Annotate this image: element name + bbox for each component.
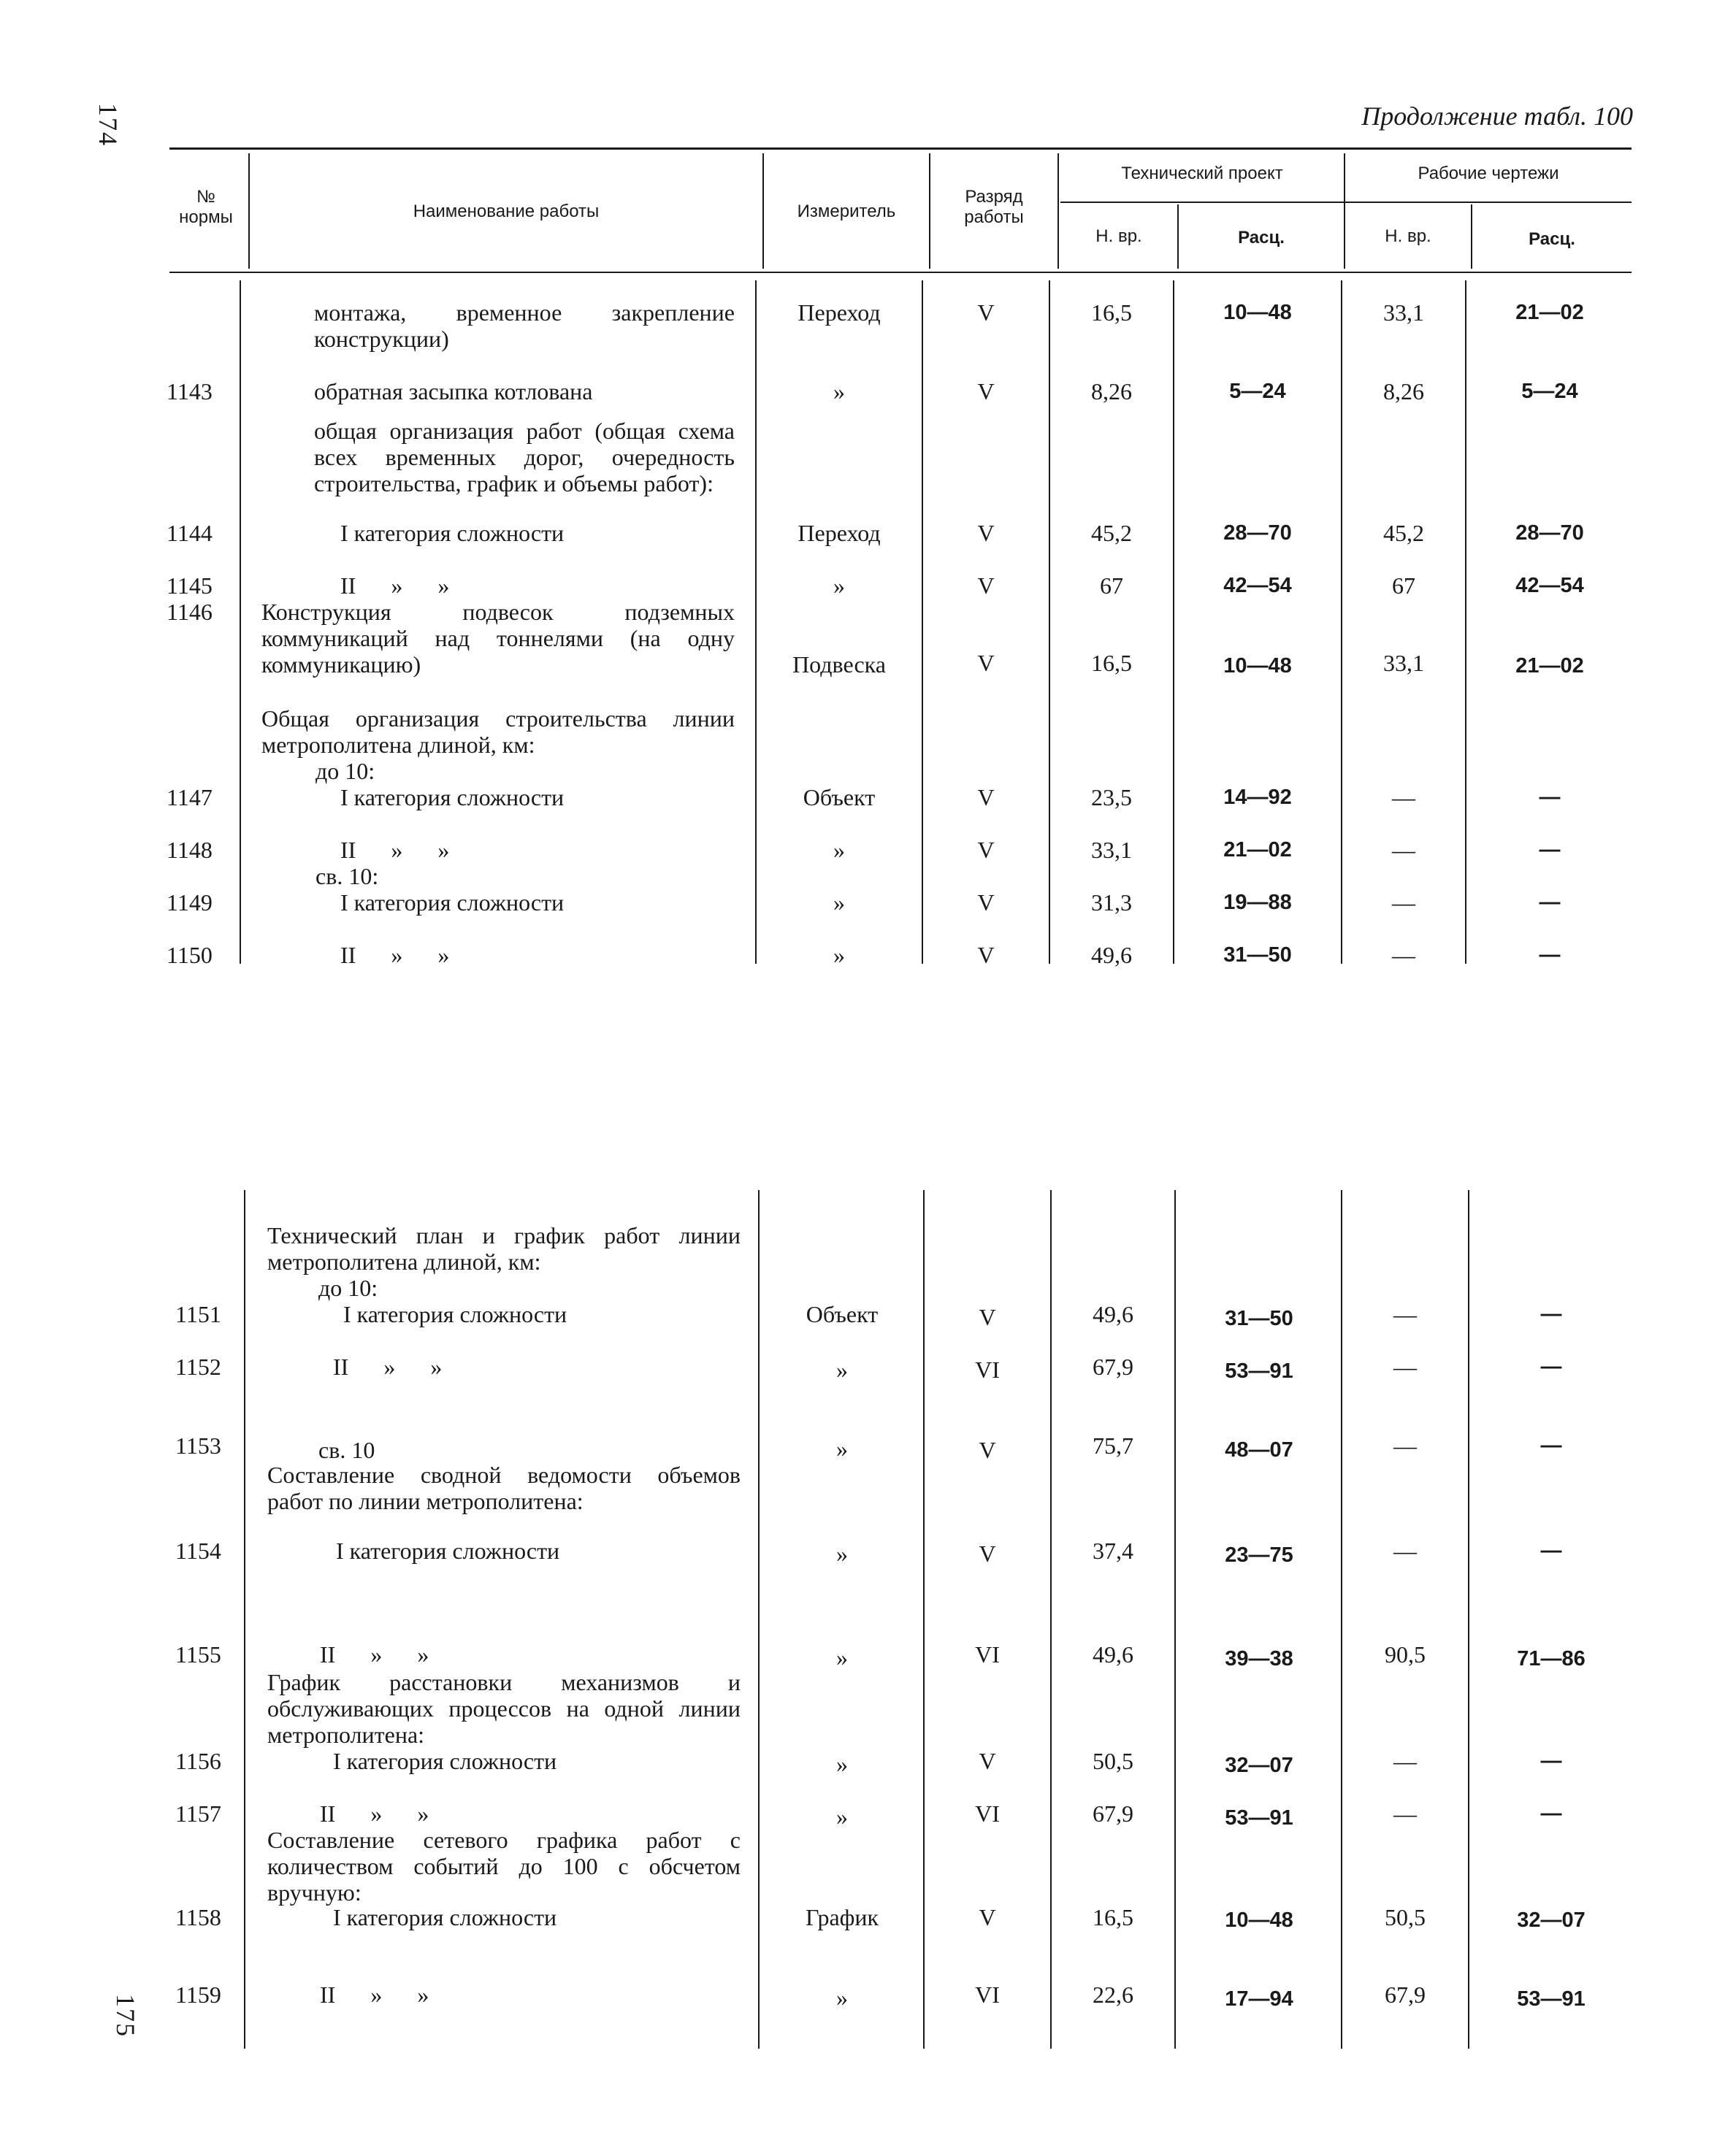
work-name-subgroup: до 10: <box>318 1275 378 1301</box>
column-divider <box>1341 1190 1342 2049</box>
work-rate: 42—54 <box>1515 574 1584 597</box>
measure: » <box>833 942 845 968</box>
norm-number: 1149 <box>167 889 213 916</box>
grade: V <box>977 837 995 863</box>
norm-number: 1151 <box>175 1301 221 1327</box>
work-norm-time: 8,26 <box>1383 378 1424 404</box>
column-divider <box>244 1190 245 2049</box>
page-number-top: 174 <box>93 103 123 147</box>
tech-rate: 31—50 <box>1223 943 1292 967</box>
tech-norm-time: 49,6 <box>1091 942 1132 968</box>
header-work-norm-time: Н. вр. <box>1385 226 1431 246</box>
work-name-group: общая организация работ (общая схема всех временных дорог, очередность строительства, график и объемы работ): <box>314 418 735 496</box>
column-divider <box>1050 1190 1052 2049</box>
header-tech-project: Технический проект <box>1121 164 1283 183</box>
measure: » <box>836 1541 848 1567</box>
grade: V <box>979 1304 996 1330</box>
tech-norm-time: 31,3 <box>1091 889 1132 916</box>
grade: V <box>979 1437 996 1463</box>
column-divider <box>1341 280 1342 964</box>
measure: » <box>833 889 845 916</box>
norm-number: 1156 <box>175 1748 221 1774</box>
measure: Объект <box>803 784 876 810</box>
work-norm-time: 33,1 <box>1383 650 1424 676</box>
work-rate: — <box>1539 943 1561 967</box>
grade: V <box>979 1904 996 1930</box>
grade: V <box>977 889 995 916</box>
tech-norm-time: 50,5 <box>1093 1748 1133 1774</box>
header-divider <box>762 153 764 269</box>
work-norm-time: 90,5 <box>1385 1641 1426 1668</box>
tech-norm-time: 75,7 <box>1093 1432 1133 1459</box>
tech-rate: 17—94 <box>1225 1987 1293 2011</box>
norm-number: 1147 <box>167 784 213 810</box>
column-divider <box>758 1190 760 2049</box>
work-name: I категория сложности <box>340 889 565 916</box>
table-continuation-title: Продолжение табл. 100 <box>1361 101 1633 131</box>
grade: V <box>977 572 995 599</box>
tech-norm-time: 16,5 <box>1093 1904 1133 1930</box>
tech-norm-time: 22,6 <box>1093 1982 1133 2008</box>
work-rate: 5—24 <box>1521 380 1578 403</box>
column-divider <box>1465 280 1466 964</box>
tech-norm-time: 16,5 <box>1091 650 1132 676</box>
work-rate: 28—70 <box>1515 521 1584 545</box>
work-name-group: График расстановки механизмов и обслуживающих процессов на одной линии метрополитена: <box>267 1669 741 1748</box>
work-name-subgroup: св. 10: <box>315 863 379 889</box>
work-rate: 32—07 <box>1517 1908 1586 1932</box>
norm-number: 1148 <box>167 837 213 863</box>
work-name-group: Технический план и график работ линии метрополитена длиной, км: <box>267 1222 741 1275</box>
tech-rate: 53—91 <box>1225 1806 1293 1830</box>
header-norm-no: № нормы <box>179 187 233 227</box>
grade: V <box>977 784 995 810</box>
work-name: II » » <box>340 572 450 599</box>
norm-number: 1146 <box>167 599 213 625</box>
work-norm-time: — <box>1393 1354 1417 1380</box>
header-tech-norm-time: Н. вр. <box>1095 226 1142 246</box>
grade: V <box>979 1748 996 1774</box>
work-name: II » » <box>320 1982 429 2008</box>
measure: Переход <box>798 299 881 326</box>
work-rate: — <box>1539 838 1561 862</box>
work-rate: 21—02 <box>1515 301 1584 324</box>
tech-norm-time: 33,1 <box>1091 837 1132 863</box>
work-norm-time: — <box>1392 942 1415 968</box>
measure: » <box>833 572 845 599</box>
measure: Подвеска <box>792 651 886 678</box>
norm-number: 1144 <box>167 520 213 546</box>
column-divider <box>922 280 923 964</box>
norm-number: 1143 <box>167 378 213 404</box>
tech-norm-time: 67,9 <box>1093 1354 1133 1380</box>
tech-rate: 48—07 <box>1225 1438 1293 1462</box>
work-norm-time: — <box>1393 1800 1417 1827</box>
header-subgroup-rule-tech <box>1060 202 1344 203</box>
measure: » <box>836 1751 848 1777</box>
work-rate: — <box>1540 1749 1562 1773</box>
column-divider <box>1049 280 1050 964</box>
work-name-subgroup: до 10: <box>315 758 375 784</box>
tech-rate: 5—24 <box>1229 380 1286 403</box>
work-name: I категория сложности <box>333 1904 557 1930</box>
column-divider <box>1173 280 1174 964</box>
header-measure: Измеритель <box>797 202 896 221</box>
tech-rate: 53—91 <box>1225 1359 1293 1383</box>
tech-rate: 14—92 <box>1223 786 1292 809</box>
work-norm-time: — <box>1393 1301 1417 1327</box>
grade: V <box>977 520 995 546</box>
work-rate: 71—86 <box>1517 1647 1586 1670</box>
grade: VI <box>975 1641 1000 1668</box>
work-rate: — <box>1540 1303 1562 1326</box>
measure: » <box>836 1644 848 1670</box>
work-norm-time: — <box>1393 1748 1417 1774</box>
tech-rate: 32—07 <box>1225 1754 1293 1777</box>
grade: VI <box>975 1800 1000 1827</box>
norm-number: 1152 <box>175 1354 221 1380</box>
tech-norm-time: 45,2 <box>1091 520 1132 546</box>
tech-rate: 28—70 <box>1223 521 1292 545</box>
tech-norm-time: 49,6 <box>1093 1301 1133 1327</box>
work-norm-time: 45,2 <box>1383 520 1424 546</box>
page-number-bottom: 175 <box>111 1994 140 2038</box>
tech-norm-time: 8,26 <box>1091 378 1132 404</box>
tech-norm-time: 37,4 <box>1093 1538 1133 1564</box>
norm-number: 1153 <box>175 1432 221 1459</box>
tech-norm-time: 67 <box>1100 572 1123 599</box>
tech-rate: 10—48 <box>1225 1908 1293 1932</box>
measure: » <box>836 1803 848 1830</box>
grade: V <box>977 299 995 326</box>
header-divider <box>929 153 930 269</box>
work-name-group: Общая организация строительства линии метрополитена длиной, км: <box>261 705 735 758</box>
header-tech-rate: Расц. <box>1238 228 1285 248</box>
norm-number: 1145 <box>167 572 213 599</box>
grade: V <box>977 378 995 404</box>
work-name: I категория сложности <box>343 1301 567 1327</box>
work-norm-time: — <box>1392 889 1415 916</box>
work-name: II » » <box>320 1641 429 1668</box>
work-rate: — <box>1540 1434 1562 1457</box>
tech-rate: 10—48 <box>1223 301 1292 324</box>
tech-rate: 23—75 <box>1225 1543 1293 1567</box>
work-name: I категория сложности <box>340 520 565 546</box>
measure: График <box>805 1904 879 1930</box>
measure: » <box>836 1984 848 2011</box>
grade: VI <box>975 1982 1000 2008</box>
work-name: монтажа, временное закрепление конструкции) <box>314 299 735 352</box>
tech-norm-time: 49,6 <box>1093 1641 1133 1668</box>
column-divider <box>755 280 757 964</box>
grade: VI <box>975 1357 1000 1383</box>
work-name: I категория сложности <box>336 1538 560 1564</box>
work-name: I категория сложности <box>333 1748 557 1774</box>
header-bottom-rule <box>169 272 1632 273</box>
column-divider <box>923 1190 925 2049</box>
header-divider <box>248 153 250 269</box>
work-name: Конструкция подвесок подземных коммуникаций над тоннелями (на одну коммуникацию) <box>261 599 735 678</box>
work-name: II » » <box>340 942 450 968</box>
work-name: II » » <box>340 837 450 863</box>
measure: » <box>833 378 845 404</box>
tech-rate: 21—02 <box>1223 838 1292 862</box>
tech-norm-time: 23,5 <box>1091 784 1132 810</box>
norm-number: 1159 <box>175 1982 221 2008</box>
norm-number: 1158 <box>175 1904 221 1930</box>
header-subgroup-rule-work <box>1345 202 1632 203</box>
work-name: св. 10 <box>318 1437 375 1463</box>
work-norm-time: 67 <box>1392 572 1415 599</box>
tech-rate: 10—48 <box>1223 654 1292 678</box>
tech-norm-time: 16,5 <box>1091 299 1132 326</box>
grade: V <box>977 650 995 676</box>
work-norm-time: 67,9 <box>1385 1982 1426 2008</box>
measure: » <box>836 1357 848 1383</box>
work-name: I категория сложности <box>340 784 565 810</box>
column-divider <box>240 280 241 964</box>
tech-rate: 31—50 <box>1225 1307 1293 1330</box>
work-rate: — <box>1539 786 1561 809</box>
work-name: обратная засыпка котлована <box>314 378 593 404</box>
header-grade: Разряд работы <box>964 187 1024 227</box>
measure: Переход <box>798 520 881 546</box>
measure: Объект <box>806 1301 879 1327</box>
work-rate: — <box>1540 1539 1562 1562</box>
header-top-rule <box>169 147 1632 150</box>
header-work-rate: Расц. <box>1529 229 1575 249</box>
work-norm-time: — <box>1392 837 1415 863</box>
tech-rate: 39—38 <box>1225 1647 1293 1670</box>
work-name: II » » <box>320 1800 429 1827</box>
work-rate: 53—91 <box>1517 1987 1586 2011</box>
norm-number: 1155 <box>175 1641 221 1668</box>
work-rate: — <box>1540 1802 1562 1825</box>
measure: » <box>836 1435 848 1462</box>
work-norm-time: 33,1 <box>1383 299 1424 326</box>
header-work-name: Наименование работы <box>413 202 600 221</box>
work-name-group: Составление сетевого графика работ с количеством событий до 100 с обсчетом вручную: <box>267 1827 741 1906</box>
work-norm-time: 50,5 <box>1385 1904 1426 1930</box>
work-norm-time: — <box>1393 1538 1417 1564</box>
tech-rate: 42—54 <box>1223 574 1292 597</box>
norm-number: 1150 <box>167 942 213 968</box>
tech-norm-time: 67,9 <box>1093 1800 1133 1827</box>
measure: » <box>833 837 845 863</box>
work-rate: — <box>1539 891 1561 914</box>
norm-number: 1154 <box>175 1538 221 1564</box>
work-norm-time: — <box>1392 784 1415 810</box>
column-divider <box>1174 1190 1176 2049</box>
work-name-group: Составление сводной ведомости объемов работ по линии метрополитена: <box>267 1462 741 1514</box>
grade: V <box>979 1541 996 1567</box>
grade: V <box>977 942 995 968</box>
work-name: II » » <box>333 1354 443 1380</box>
work-norm-time: — <box>1393 1432 1417 1459</box>
header-divider <box>1057 153 1059 269</box>
column-divider <box>1468 1190 1469 2049</box>
tech-rate: 19—88 <box>1223 891 1292 914</box>
norm-number: 1157 <box>175 1800 221 1827</box>
work-rate: — <box>1540 1355 1562 1378</box>
header-work-drawings: Рабочие чертежи <box>1418 164 1559 183</box>
work-rate: 21—02 <box>1515 654 1584 678</box>
